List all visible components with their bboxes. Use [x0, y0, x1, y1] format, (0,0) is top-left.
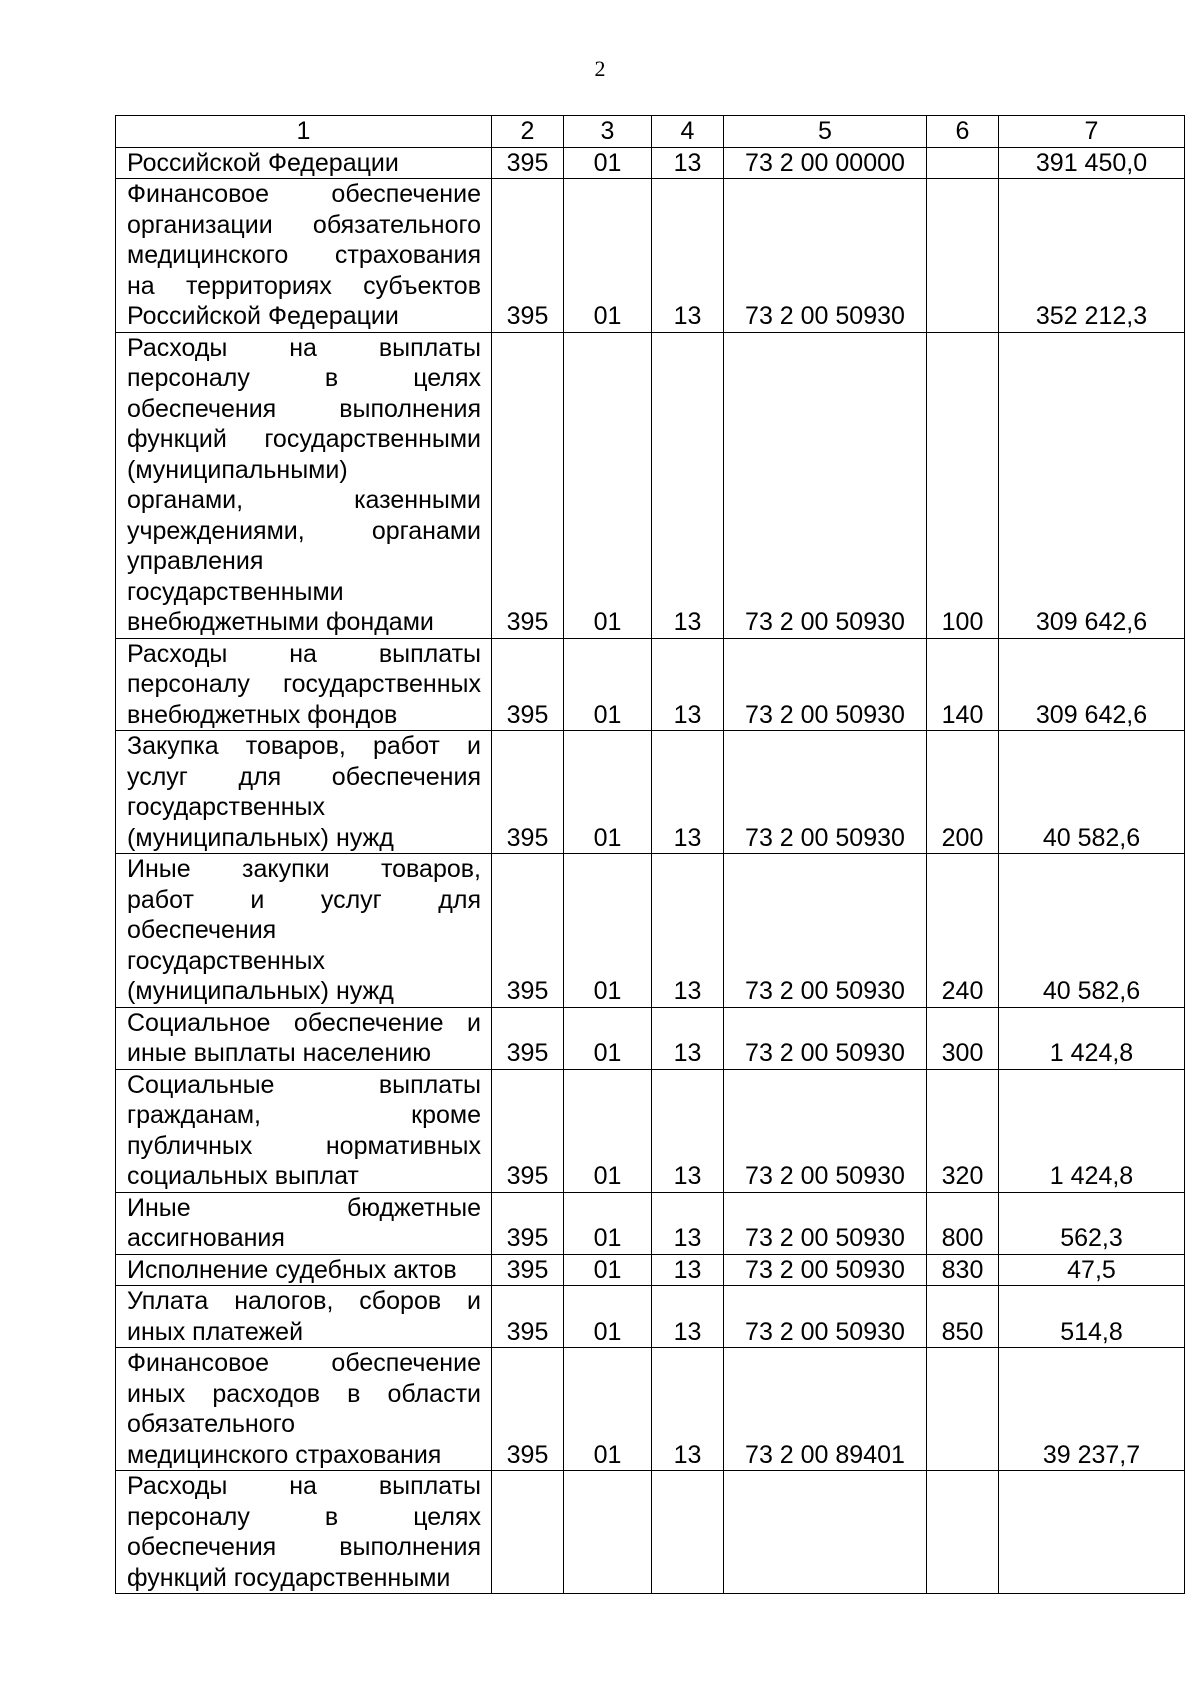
item-name-cell: [116, 1069, 492, 1192]
chapter-code-cell: [492, 1471, 564, 1594]
amount-cell: 47,5: [999, 1254, 1185, 1286]
item-name-line: обеспечения выполнения: [127, 1533, 481, 1561]
item-name-line: Иные закупки товаров,: [127, 855, 481, 883]
item-name-line: государственных: [127, 793, 325, 821]
table-body: [116, 147, 1185, 1594]
subsection-code-cell: 13: [652, 179, 724, 333]
column-header: 5: [724, 116, 927, 148]
column-header: 4: [652, 116, 724, 148]
item-name-cell: [116, 1471, 492, 1594]
subsection-code-cell: 13: [652, 1286, 724, 1348]
column-header: 7: [999, 116, 1185, 148]
column-header: 3: [564, 116, 652, 148]
item-name-line: Иные бюджетные: [127, 1193, 481, 1222]
section-code-cell: 01: [564, 1069, 652, 1192]
column-header: 2: [492, 116, 564, 148]
item-name-line: услуг для обеспечения: [127, 762, 481, 791]
section-code-cell: 01: [564, 147, 652, 179]
item-name-line: публичных нормативных: [127, 1131, 481, 1160]
target-article-cell: 73 2 00 50930: [724, 1286, 927, 1348]
subsection-code-cell: 13: [652, 147, 724, 179]
subsection-code-cell: 13: [652, 1348, 724, 1471]
amount-cell: 1 424,8: [999, 1007, 1185, 1069]
section-code-cell: 01: [564, 1286, 652, 1348]
amount-cell: 39 237,7: [999, 1348, 1185, 1471]
expense-type-cell: 850: [927, 1286, 999, 1348]
item-name-cell: [116, 1007, 492, 1069]
item-name-line: иные выплаты населению: [127, 1039, 431, 1067]
table-row: [116, 1192, 1185, 1254]
item-name-line: Исполнение судебных актов: [127, 1255, 457, 1284]
table-row: [116, 1471, 1185, 1594]
item-name-line: персоналу государственных: [127, 670, 481, 698]
chapter-code-cell: 395: [492, 1286, 564, 1348]
chapter-code-cell: 395: [492, 1348, 564, 1471]
item-name-line: Закупка товаров, работ и: [127, 732, 481, 760]
table-row: [116, 1286, 1185, 1348]
item-name-cell: [116, 854, 492, 1008]
chapter-code-cell: 395: [492, 147, 564, 179]
item-name-line: обеспечения выполнения: [127, 394, 481, 423]
amount-cell: 309 642,6: [999, 638, 1185, 731]
subsection-code-cell: 13: [652, 1254, 724, 1286]
item-name-line: внебюджетных фондов: [127, 700, 398, 729]
subsection-code-cell: [652, 1471, 724, 1594]
table-row: [116, 1007, 1185, 1069]
item-name-cell: [116, 1348, 492, 1471]
amount-cell: 514,8: [999, 1286, 1185, 1348]
chapter-code-cell: 395: [492, 1007, 564, 1069]
item-name-line: организации обязательного: [127, 210, 481, 239]
table-row: [116, 731, 1185, 854]
item-name-line: иных расходов в области: [127, 1379, 481, 1408]
target-article-cell: 73 2 00 50930: [724, 854, 927, 1008]
table-row: [116, 638, 1185, 731]
amount-cell: 40 582,6: [999, 731, 1185, 854]
section-code-cell: 01: [564, 638, 652, 731]
section-code-cell: 01: [564, 1254, 652, 1286]
section-code-cell: 01: [564, 1348, 652, 1471]
target-article-cell: 73 2 00 50930: [724, 1007, 927, 1069]
table-row: [116, 1254, 1185, 1286]
item-name-line: Расходы на выплаты: [127, 1472, 481, 1500]
expense-type-cell: 200: [927, 731, 999, 854]
subsection-code-cell: 13: [652, 1192, 724, 1254]
item-name-cell: [116, 147, 492, 179]
item-name-line: учреждениями, органами: [127, 516, 481, 545]
column-number-row: [116, 116, 1185, 148]
amount-cell: 352 212,3: [999, 179, 1185, 333]
item-name-line: Российской Федерации: [127, 302, 399, 330]
expense-type-cell: [927, 1348, 999, 1471]
item-name-cell: [116, 332, 492, 638]
amount-cell: 562,3: [999, 1192, 1185, 1254]
section-code-cell: 01: [564, 332, 652, 638]
item-name-line: Расходы на выплаты: [127, 639, 481, 668]
item-name-line: на территориях субъектов: [127, 271, 481, 300]
target-article-cell: 73 2 00 89401: [724, 1348, 927, 1471]
target-article-cell: 73 2 00 00000: [724, 147, 927, 179]
target-article-cell: 73 2 00 50930: [724, 179, 927, 333]
section-code-cell: 01: [564, 1007, 652, 1069]
subsection-code-cell: 13: [652, 1007, 724, 1069]
item-name-line: персоналу в целях: [127, 1502, 481, 1531]
item-name-line: Уплата налогов, сборов и: [127, 1287, 481, 1315]
item-name-line: государственных: [127, 946, 325, 975]
expense-type-cell: 240: [927, 854, 999, 1008]
chapter-code-cell: 395: [492, 638, 564, 731]
amount-cell: 309 642,6: [999, 332, 1185, 638]
item-name-line: обеспечения: [127, 916, 277, 944]
chapter-code-cell: 395: [492, 1192, 564, 1254]
amount-cell: 1 424,8: [999, 1069, 1185, 1192]
table-row: [116, 332, 1185, 638]
section-code-cell: 01: [564, 1192, 652, 1254]
section-code-cell: 01: [564, 731, 652, 854]
chapter-code-cell: 395: [492, 1254, 564, 1286]
item-name-line: гражданам, кроме: [127, 1101, 481, 1129]
subsection-code-cell: 13: [652, 854, 724, 1008]
expense-type-cell: [927, 1471, 999, 1594]
target-article-cell: 73 2 00 50930: [724, 1192, 927, 1254]
target-article-cell: 73 2 00 50930: [724, 332, 927, 638]
item-name-line: (муниципальными): [127, 455, 348, 484]
target-article-cell: [724, 1471, 927, 1594]
target-article-cell: 73 2 00 50930: [724, 731, 927, 854]
item-name-line: медицинского страхования: [127, 241, 481, 269]
item-name-line: функций государственными: [127, 1563, 451, 1592]
item-name-line: функций государственными: [127, 425, 481, 453]
subsection-code-cell: 13: [652, 638, 724, 731]
item-name-line: Расходы на выплаты: [127, 333, 481, 362]
item-name-line: работ и услуг для: [127, 885, 481, 914]
chapter-code-cell: 395: [492, 179, 564, 333]
subsection-code-cell: 13: [652, 332, 724, 638]
item-name-line: Финансовое обеспечение: [127, 1349, 481, 1377]
column-header: 1: [116, 116, 492, 148]
expense-type-cell: [927, 147, 999, 179]
table-row: [116, 147, 1185, 179]
table-row: [116, 179, 1185, 333]
amount-cell: 391 450,0: [999, 147, 1185, 179]
target-article-cell: 73 2 00 50930: [724, 1069, 927, 1192]
subsection-code-cell: 13: [652, 731, 724, 854]
item-name-cell: [116, 1192, 492, 1254]
item-name-line: Финансовое обеспечение: [127, 180, 481, 208]
item-name-line: Российской Федерации: [127, 148, 399, 177]
table-row: [116, 1348, 1185, 1471]
expense-type-cell: 320: [927, 1069, 999, 1192]
item-name-line: ассигнования: [127, 1224, 285, 1252]
amount-cell: 40 582,6: [999, 854, 1185, 1008]
table-row: [116, 1069, 1185, 1192]
expense-type-cell: 140: [927, 638, 999, 731]
column-header: 6: [927, 116, 999, 148]
item-name-line: медицинского страхования: [127, 1440, 442, 1469]
section-code-cell: [564, 1471, 652, 1594]
budget-table: [115, 115, 1185, 1594]
item-name-cell: [116, 731, 492, 854]
item-name-cell: [116, 1254, 492, 1286]
item-name-line: управления: [127, 547, 264, 575]
item-name-line: (муниципальных) нужд: [127, 977, 394, 1005]
item-name-line: иных платежей: [127, 1317, 304, 1346]
item-name-line: персоналу в целях: [127, 364, 481, 392]
expense-type-cell: 300: [927, 1007, 999, 1069]
chapter-code-cell: 395: [492, 1069, 564, 1192]
item-name-line: социальных выплат: [127, 1162, 359, 1190]
table-row: [116, 854, 1185, 1008]
item-name-line: Социальное обеспечение и: [127, 1008, 481, 1037]
expense-type-cell: [927, 179, 999, 333]
subsection-code-cell: 13: [652, 1069, 724, 1192]
item-name-cell: [116, 179, 492, 333]
expense-type-cell: 830: [927, 1254, 999, 1286]
item-name-line: обязательного: [127, 1410, 296, 1438]
section-code-cell: 01: [564, 854, 652, 1008]
item-name-cell: [116, 638, 492, 731]
item-name-line: внебюджетными фондами: [127, 608, 434, 636]
page-number: 2: [594, 56, 606, 81]
item-name-line: Социальные выплаты: [127, 1070, 481, 1099]
item-name-line: органами, казенными: [127, 486, 481, 514]
expense-type-cell: 100: [927, 332, 999, 638]
chapter-code-cell: 395: [492, 854, 564, 1008]
section-code-cell: 01: [564, 179, 652, 333]
item-name-cell: [116, 1286, 492, 1348]
item-name-line: государственными: [127, 577, 344, 606]
chapter-code-cell: 395: [492, 332, 564, 638]
target-article-cell: 73 2 00 50930: [724, 1254, 927, 1286]
expense-type-cell: 800: [927, 1192, 999, 1254]
amount-cell: [999, 1471, 1185, 1594]
item-name-line: (муниципальных) нужд: [127, 823, 394, 852]
chapter-code-cell: 395: [492, 731, 564, 854]
target-article-cell: 73 2 00 50930: [724, 638, 927, 731]
